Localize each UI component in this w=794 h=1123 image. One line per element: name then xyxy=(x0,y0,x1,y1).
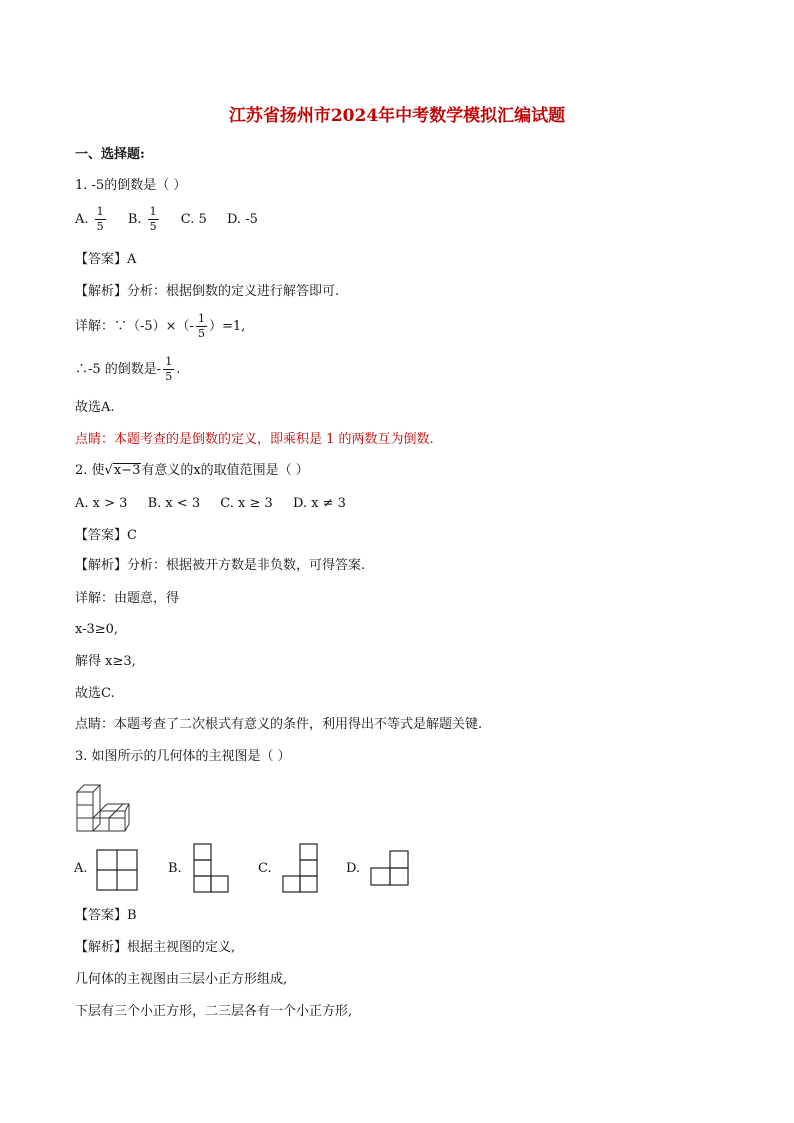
q1-answer: 【答案】A xyxy=(75,252,137,267)
q1-choose: 故选A. xyxy=(75,400,115,415)
q1-detail: 详解：∵（-5）×（- $\frac{1}{5}$ ）=1, xyxy=(75,312,246,340)
q1-stem: 1. -5的倒数是（ ） xyxy=(75,178,187,193)
section-heading: 一、选择题: xyxy=(75,147,145,162)
q2-stem: 2. 使√x−3有意义的x的取值范围是（ ） xyxy=(75,463,309,478)
q2-answer: 【答案】C xyxy=(75,528,137,543)
q2-option-c: C. x ≥ 3 xyxy=(220,496,273,511)
q3-solid-figure xyxy=(74,776,130,834)
q1-option-d: D. -5 xyxy=(226,212,258,227)
q1-therefore: ∴-5 的倒数是- $\frac{1}{5}$ . xyxy=(75,355,181,383)
q1-detail-fraction: $\frac{1}{5}$ xyxy=(197,312,205,340)
q2-choose: 故选C. xyxy=(75,686,115,701)
q3-option-d-figure xyxy=(370,850,410,888)
q2-analysis: 【解析】分析：根据被开方数是非负数，可得答案. xyxy=(75,558,366,573)
q1-option-b-fraction: $\frac{1}{5}$ xyxy=(149,205,157,233)
q3-analysis: 【解析】根据主视图的定义, xyxy=(75,940,236,955)
q1-option-c: C. 5 xyxy=(180,212,207,227)
q2-option-b: B. x < 3 xyxy=(147,496,201,511)
q1-note: 点睛：本题考查的是倒数的定义，即乘积是 1 的两数互为倒数. xyxy=(75,432,434,447)
q3-option-c-figure xyxy=(282,843,320,893)
q3-label-a: A. xyxy=(74,861,88,876)
q2-radicand: x−3 xyxy=(113,463,141,478)
q3-line1: 几何体的主视图由三层小正方形组成, xyxy=(75,972,288,987)
q3-label-d: D. xyxy=(346,861,361,876)
q2-option-a: A. x > 3 xyxy=(75,496,128,511)
q2-options xyxy=(75,495,362,513)
q1-analysis: 【解析】分析：根据倒数的定义进行解答即可. xyxy=(75,284,340,299)
page-title: 江苏省扬州市2024年中考数学模拟汇编试题 xyxy=(228,106,566,126)
q2-step2: 解得 x≥3, xyxy=(75,654,136,669)
q3-label-c: C. xyxy=(258,861,272,876)
q1-therefore-fraction: $\frac{1}{5}$ xyxy=(165,355,173,383)
q1-option-a-fraction: $\frac{1}{5}$ xyxy=(96,205,104,233)
q3-stem: 3. 如图所示的几何体的主视图是（ ） xyxy=(75,749,291,764)
q2-detail: 详解：由题意，得 xyxy=(75,591,180,606)
q1-options xyxy=(75,205,274,234)
q3-answer: 【答案】B xyxy=(75,908,137,923)
q3-line2: 下层有三个小正方形，二三层各有一个小正方形, xyxy=(75,1004,353,1019)
q2-option-d: D. x ≠ 3 xyxy=(292,496,346,511)
q3-option-b-figure xyxy=(193,843,231,893)
q1-option-a: A. $\frac{1}{5}$ xyxy=(75,205,104,233)
q3-option-a-figure xyxy=(96,849,138,891)
q1-option-b: B. $\frac{1}{5}$ xyxy=(127,205,157,233)
q3-label-b: B. xyxy=(168,861,182,876)
sqrt-sign: √ xyxy=(104,463,113,478)
q2-note: 点睛：本题考查了二次根式有意义的条件，利用得出不等式是解题关键. xyxy=(75,717,483,732)
q2-step1: x-3≥0, xyxy=(75,622,119,637)
